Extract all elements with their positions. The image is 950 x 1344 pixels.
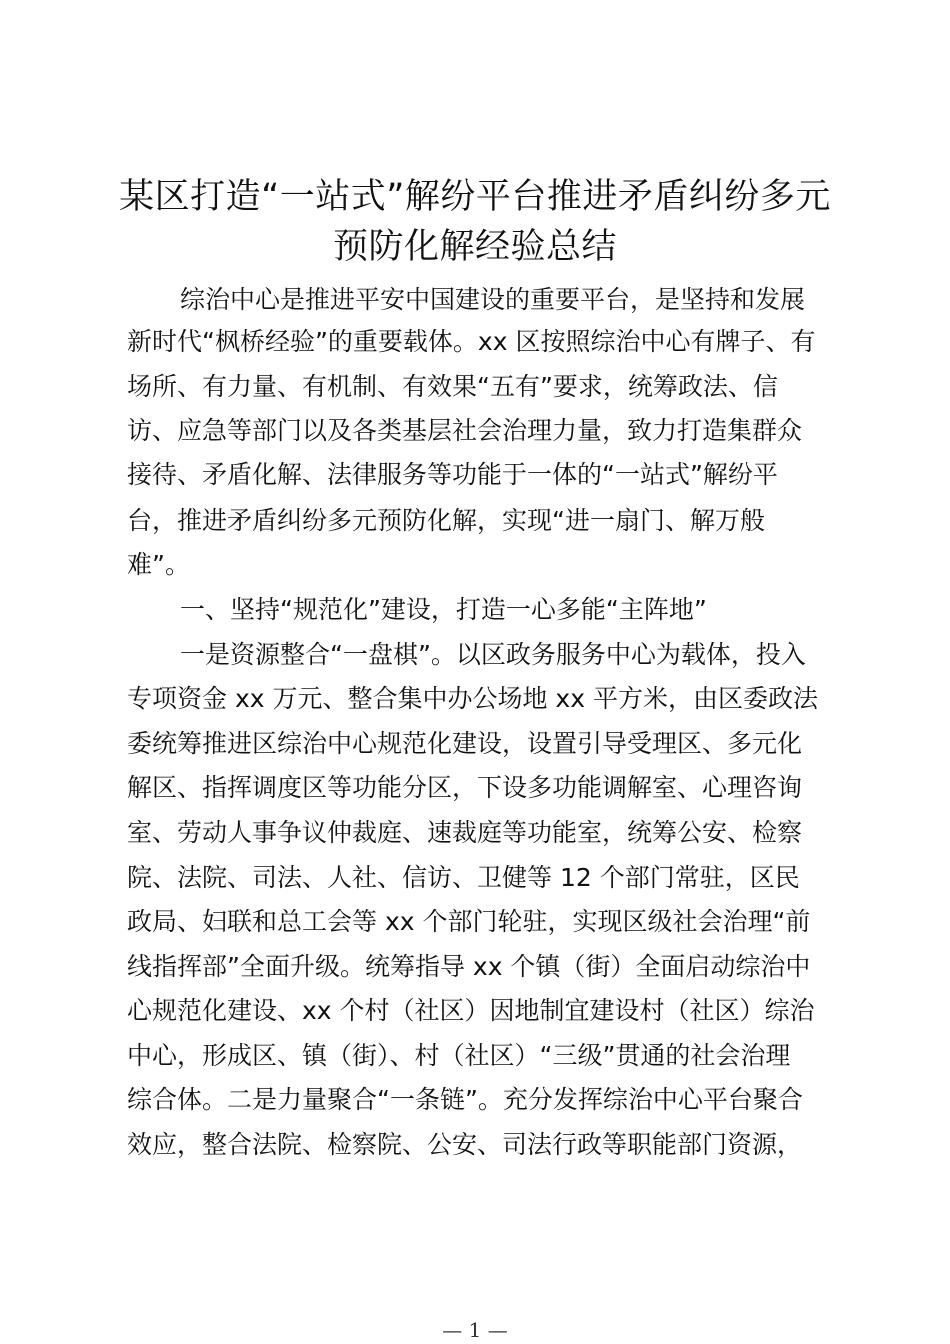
paragraph-line: 综治中心是推进平安中国建设的重要平台，是坚持和发展	[180, 285, 806, 314]
paragraph-line: 访、应急等部门以及各类基层社会治理力量，致力打造集群众	[127, 416, 803, 445]
paragraph-line: 台，推进矛盾纠纷多元预防化解，实现“进一扇门、解万般	[127, 506, 765, 535]
paragraph-line: 线指挥部”全面升级。统筹指导 xx 个镇（街）全面启动综治中	[127, 952, 811, 981]
paragraph-line: 效应，整合法院、检察院、公安、司法行政等职能部门资源，	[127, 1130, 803, 1159]
paragraph-line: 委统筹推进区综治中心规范化建设，设置引导受理区、多元化	[127, 729, 803, 758]
paragraph-line: 一是资源整合“一盘棋”。以区政务服务中心为载体，投入	[180, 640, 806, 669]
paragraph-line: 接待、矛盾化解、法律服务等功能于一体的“一站式”解纷平	[127, 460, 778, 489]
paragraph-line: 场所、有力量、有机制、有效果“五有”要求，统筹政法、信	[127, 372, 778, 401]
title-line: 某区打造“一站式”解纷平台推进矛盾纠纷多元	[119, 177, 831, 217]
paragraph-line: 室、劳动人事争议仲裁庭、速裁庭等功能室，统筹公安、检察	[127, 818, 803, 847]
page-number: — 1 —	[442, 1318, 508, 1342]
paragraph-line: 难”。	[127, 550, 190, 579]
paragraph-line: 新时代“枫桥经验”的重要载体。xx 区按照综治中心有牌子、有	[127, 327, 816, 356]
document-title	[110, 172, 840, 272]
paragraph-line: 院、法院、司法、人社、信访、卫健等 12 个部门常驻，区民	[127, 863, 800, 892]
section-heading: 一、坚持“规范化”建设，打造一心多能“主阵地”	[180, 595, 707, 624]
paragraph-line: 解区、指挥调度区等功能分区，下设多功能调解室、心理咨询	[127, 773, 803, 802]
title-line: 预防化解经验总结	[332, 227, 617, 267]
paragraph-line: 政局、妇联和总工会等 xx 个部门轮驻，实现区级社会治理“前	[127, 907, 811, 936]
paragraph-line: 综合体。二是力量聚合“一条链”。充分发挥综治中心平台聚合	[127, 1085, 803, 1114]
paragraph-line: 心规范化建设、xx 个村（社区）因地制宜建设村（社区）综治	[127, 996, 815, 1025]
paragraph-line: 专项资金 xx 万元、整合集中办公场地 xx 平方米，由区委政法	[127, 684, 818, 713]
paragraph-line: 中心，形成区、镇（街）、村（社区）“三级”贯通的社会治理	[127, 1041, 791, 1070]
